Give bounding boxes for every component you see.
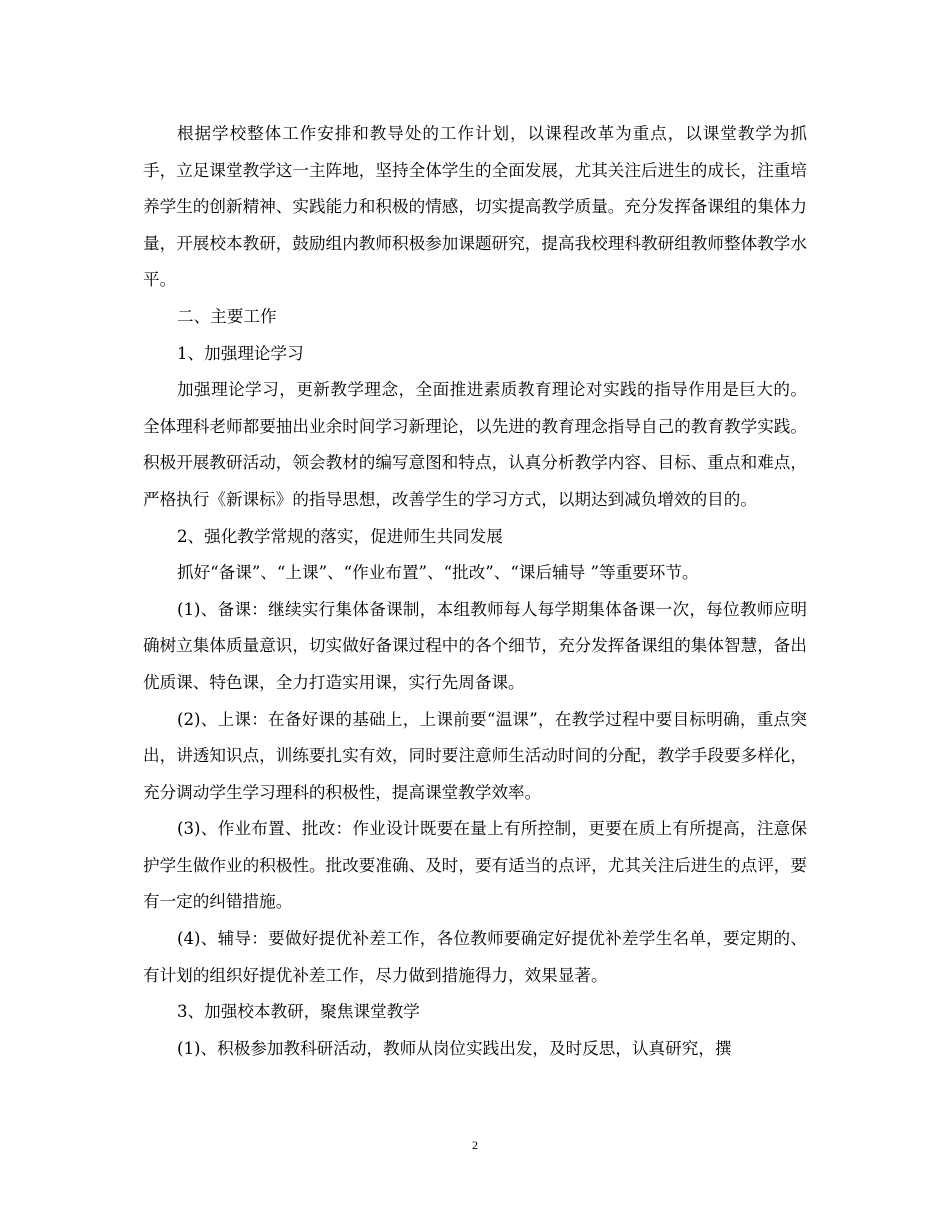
research-paragraph: (1)、积极参加教科研活动，教师从岗位实践出发，及时反思，认真研究，撰 xyxy=(177,1038,732,1058)
class-teaching-paragraph: (2)、上课：在备好课的基础上，上课前要“温课”，在教学过程中要目标明确，重点突出，讲透知识点，训练要扎实有效，同时要注意师生活动时间的分配，教学手段要多样化，充分调动学生学习理科的积极性，提高课堂教学效率。 xyxy=(143,709,807,802)
section-heading-main-work: 二、主要工作 xyxy=(177,306,277,326)
subheading-school-research: 3、加强校本教研，聚焦课堂教学 xyxy=(177,1002,420,1022)
lesson-prep-paragraph: (1)、备课：继续实行集体备课制，本组教师每人每学期集体备课一次，每位教师应明确树立集体质量意识，切实做好备课过程中的各个细节，充分发挥备课组的集体智慧，备出优质课、特色课，全力打造实用课，实行先周备课。 xyxy=(143,599,807,692)
subheading-teaching-routine: 2、强化教学常规的落实，促进师生共同发展 xyxy=(177,526,503,546)
subheading-theory-study: 1、加强理论学习 xyxy=(177,343,304,363)
key-links-paragraph: 抓好“备课”、“上课”、“作业布置”、“批改”、“课后辅导 ”等重要环节。 xyxy=(177,563,699,583)
theory-study-paragraph: 加强理论学习，更新教学理念，全面推进素质教育理论对实践的指导作用是巨大的。全体理科老师都要抽出业余时间学习新理论，以先进的教育理念指导自己的教育教学实践。积极开展教研活动，领会教材的编写意图和特点，认真分析教学内容、目标、重点和难点，严格执行《新课标》的指导思想，改善学生的学习方式，以期达到减负增效的目的。 xyxy=(143,380,807,509)
tutoring-paragraph: (4)、辅导：要做好提优补差工作，各位教师要确定好提优补差学生名单，要定期的、有计划的组织好提优补差工作，尽力做到措施得力，效果显著。 xyxy=(143,929,807,985)
homework-paragraph: (3)、作业布置、批改：作业设计既要在量上有所控制，更要在质上有所提高，注意保护学生做作业的积极性。批改要准确、及时，要有适当的点评，尤其关注后进生的点评，要有一定的纠错措施。 xyxy=(143,819,807,912)
page-number: 2 xyxy=(472,1138,478,1152)
page-body xyxy=(143,116,807,1067)
intro-paragraph: 根据学校整体工作安排和教导处的工作计划，以课程改革为重点，以课堂教学为抓手，立足课堂教学这一主阵地，坚持全体学生的全面发展，尤其关注后进生的成长，注重培养学生的创新精神、实践能力和积极的情感，切实提高教学质量。充分发挥备课组的集体力量，开展校本教研，鼓励组内教师积极参加课题研究，提高我校理科教研组教师整体教学水平。 xyxy=(143,124,807,290)
